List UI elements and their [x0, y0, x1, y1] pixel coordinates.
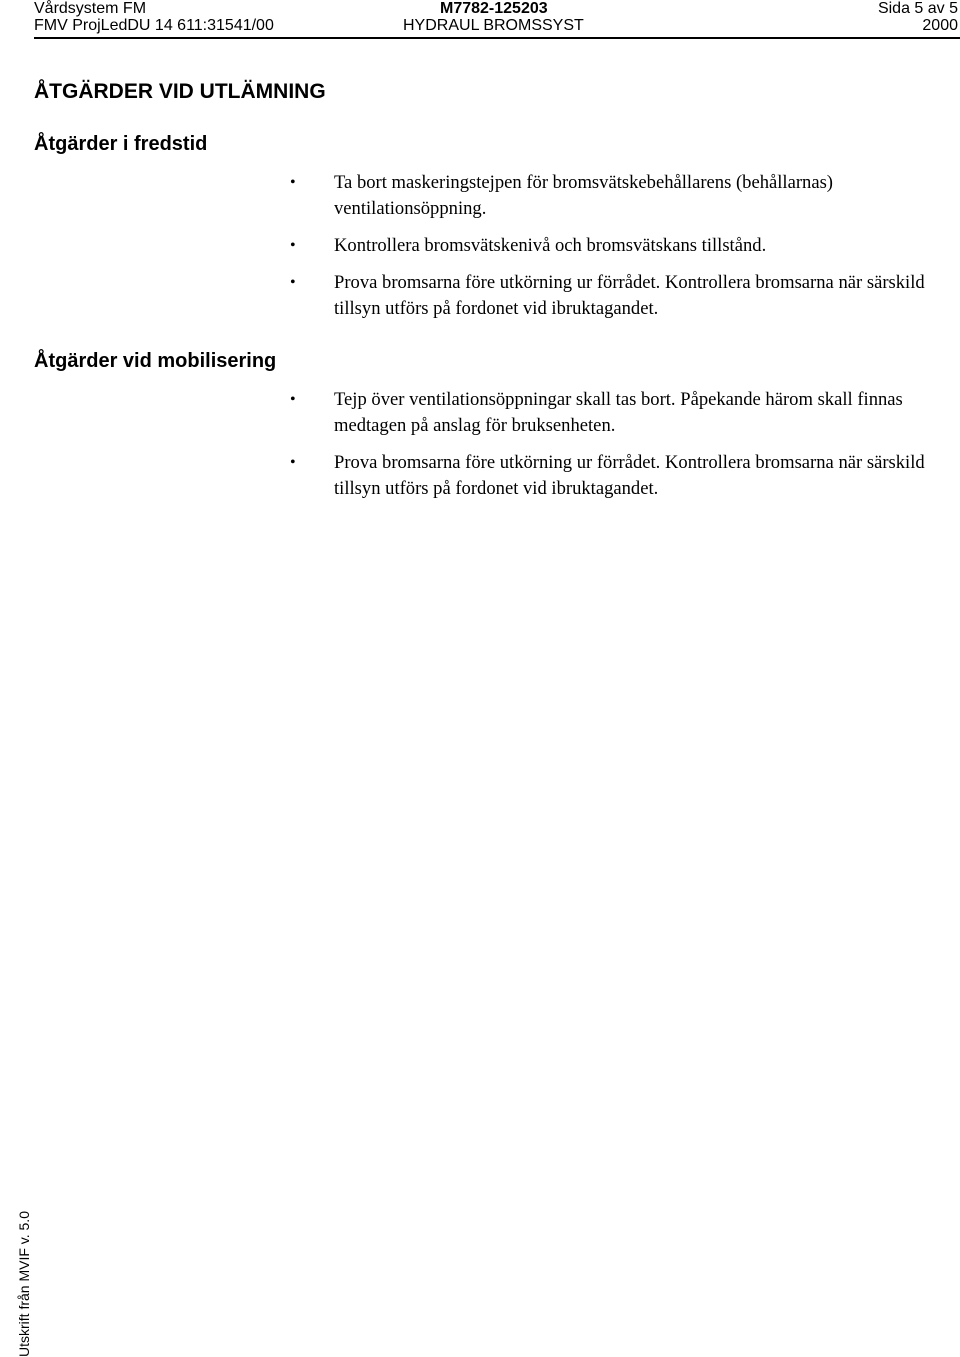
mobilization-list — [290, 387, 960, 513]
section-heading-peacetime: Åtgärder i fredstid — [34, 133, 208, 155]
section-heading-mobilization: Åtgärder vid mobilisering — [34, 350, 277, 372]
header-subject: HYDRAUL BROMSSYST — [403, 17, 584, 34]
list-item-text: Kontrollera bromsvätskenivå och bromsvätskans tillstånd. — [334, 235, 767, 256]
list-item-text: Prova bromsarna före utkörning ur förrådet. Kontrollera bromsarna när särskild tillsyn utförs på fordonet vid ibruktagandet. — [334, 272, 925, 319]
print-source-label: Utskrift från MVIF v. 5.0 — [16, 1211, 32, 1357]
header-year: 2000 — [922, 17, 958, 34]
header-project: FMV ProjLedDU 14 611:31541/00 — [34, 17, 274, 34]
header-page: Sida 5 av 5 — [877, 0, 958, 17]
list-item — [290, 270, 960, 322]
bullet-icon: • — [290, 237, 296, 254]
list-item — [290, 233, 960, 259]
header-doc-number: M7782-125203 — [440, 0, 548, 17]
page-title: ÅTGÄRDER VID UTLÄMNING — [34, 80, 326, 103]
bullet-icon: • — [290, 274, 296, 291]
header-rule — [34, 37, 960, 39]
peacetime-list — [290, 170, 960, 333]
list-item — [290, 170, 960, 222]
bullet-icon: • — [290, 174, 296, 191]
list-item — [290, 387, 960, 439]
header-system: Vårdsystem FM — [34, 0, 147, 17]
list-item — [290, 450, 960, 502]
list-item-text: Ta bort maskeringstejpen för bromsvätskebehållarens (behållarnas) ventilationsöppning. — [334, 172, 833, 219]
list-item-text: Prova bromsarna före utkörning ur förrådet. Kontrollera bromsarna när särskild tillsyn utförs på fordonet vid ibruktagandet. — [334, 452, 925, 499]
bullet-icon: • — [290, 454, 296, 471]
bullet-icon: • — [290, 391, 296, 408]
list-item-text: Tejp över ventilationsöppningar skall tas bort. Påpekande härom skall finnas medtagen på anslag för bruksenheten. — [334, 389, 903, 436]
